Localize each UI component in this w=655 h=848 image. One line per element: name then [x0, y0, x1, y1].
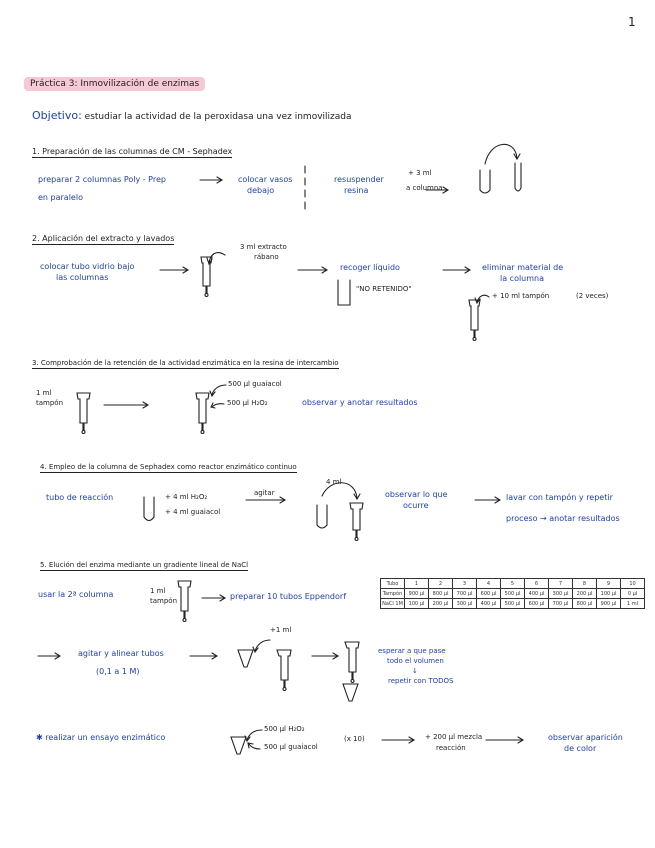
s5-use: usar la 2ª columna: [38, 590, 114, 599]
column-icon: [77, 393, 90, 430]
column-icon: [178, 581, 191, 618]
table-cell: 500 µl: [501, 589, 525, 599]
s5-assay-text: realizar un ensayo enzimático: [45, 733, 166, 742]
s5-mix-line2: reacción: [436, 744, 466, 752]
curved-arrow: [475, 295, 489, 303]
bullet-icon: ✱: [36, 733, 46, 742]
column-tip: [183, 619, 186, 622]
table-cell: 700 µl: [453, 589, 477, 599]
table-cell: 200 µl: [429, 599, 453, 609]
table-cell: 7: [549, 579, 573, 589]
tube-icon: [480, 170, 490, 193]
s5-buffer-line1: 1 ml: [150, 587, 166, 595]
table-cell: 4: [477, 579, 501, 589]
s2-retained: "NO RETENIDO": [356, 285, 412, 293]
arrow: [298, 267, 327, 273]
arrow: [202, 595, 225, 601]
table-cell: 8: [573, 579, 597, 589]
s1-step3-line2: resina: [344, 186, 369, 195]
s5-assay-add2: 500 µl guaiacol: [264, 743, 318, 751]
s4-process: proceso → anotar resultados: [506, 514, 620, 523]
tube-icon: [144, 497, 154, 521]
s5-shake-line1: agitar y alinear tubos: [78, 649, 164, 658]
column-icon: [196, 393, 209, 430]
column-tip: [201, 431, 204, 434]
column-tip: [205, 294, 208, 297]
s2-note-line2: rábano: [254, 253, 279, 261]
arrow: [200, 177, 222, 183]
table-cell: 800 µl: [429, 589, 453, 599]
arrow: [104, 402, 148, 408]
table-cell: 5: [501, 579, 525, 589]
arrow: [190, 653, 217, 659]
arrow: [38, 653, 60, 659]
s5-buffer-line2: tampón: [150, 597, 178, 605]
s5-result-line2: de color: [564, 744, 597, 753]
table-cell: 2: [429, 579, 453, 589]
table-cell: 10: [621, 579, 645, 589]
s4-wash: lavar con tampón y repetir: [506, 493, 613, 502]
table-cell: 700 µl: [549, 599, 573, 609]
curved-arrow: [485, 144, 520, 164]
s5-assay-add1: 500 µl H₂O₂: [264, 725, 305, 733]
table-cell: 9: [597, 579, 621, 589]
table-cell: 500 µl: [501, 599, 525, 609]
s2-note-line1: 3 ml extracto: [240, 243, 287, 251]
table-row: [381, 589, 645, 599]
arrow: [443, 267, 470, 273]
s2-step1-line1: colocar tubo vidrio bajo: [40, 262, 135, 271]
s2-step2: recoger líquido: [340, 263, 400, 272]
table-cell: 0 µl: [621, 589, 645, 599]
s5-prepare: preparar 10 tubos Eppendorf: [230, 592, 347, 601]
s3-observe: observar y anotar resultados: [302, 398, 418, 407]
table-cell: 900 µl: [597, 599, 621, 609]
table-cell: 300 µl: [453, 599, 477, 609]
s2-step1-line2: las columnas: [56, 273, 109, 282]
s3-add1: 500 µl guaiacol: [228, 380, 282, 388]
table-cell: 800 µl: [573, 599, 597, 609]
s3-buffer-line1: 1 ml: [36, 389, 52, 397]
s1-add-amount: + 3 ml: [408, 169, 432, 177]
title-highlight: Práctica 3: Inmovilización de enzimas: [24, 77, 205, 91]
s2-step3-line1: eliminar material de: [482, 263, 564, 272]
arrow: [160, 267, 188, 273]
s1-step1-line1: preparar 2 columnas Poly - Prep: [38, 175, 166, 184]
table-row: [381, 579, 645, 589]
curved-arrow: [248, 743, 260, 749]
table-cell: Tampón: [381, 589, 405, 599]
s4-shake: agitar: [254, 489, 275, 497]
eppendorf-icon: [238, 650, 253, 667]
eppendorf-icon: [231, 737, 246, 754]
tube-icon: [515, 163, 521, 191]
table-cell: 400 µl: [525, 589, 549, 599]
arrow: [312, 653, 338, 659]
s1-add-target: a columna: [406, 184, 443, 192]
curved-arrow: [245, 730, 262, 741]
s4-pour: 4 ml: [326, 478, 342, 486]
s5-plus: +1 ml: [270, 626, 292, 634]
s5-shake-line2: (0,1 a 1 M): [96, 667, 140, 676]
arrow: [246, 497, 285, 503]
table-cell: 100 µl: [597, 589, 621, 599]
section-2-heading: 2. Aplicación del extracto y lavados: [32, 234, 175, 243]
section-3-heading: 3. Comprobación de la retención de la actividad enzimática en la resina de intercambio: [32, 359, 339, 367]
s2-wash: + 10 ml tampón: [492, 292, 550, 300]
s5-wait-line2: todo el volumen: [387, 657, 444, 665]
section-4-heading: 4. Empleo de la columna de Sephadex como reactor enzimático continuo: [40, 463, 297, 471]
s4-tube: tubo de reacción: [46, 493, 114, 502]
curved-arrow: [207, 253, 225, 264]
arrow: [382, 737, 414, 743]
table-cell: 900 µl: [405, 589, 429, 599]
table-row: [381, 599, 645, 609]
table-cell: NaCl 1M: [382, 600, 403, 607]
s4-observe-line1: observar lo que: [385, 490, 448, 499]
page-title: [24, 80, 205, 89]
table-cell: 1: [405, 579, 429, 589]
arrow: [486, 737, 523, 743]
column-icon: [350, 503, 363, 537]
s1-step1-line2: en paralelo: [38, 193, 83, 202]
s4-add2: + 4 ml guaiacol: [165, 508, 221, 516]
objective-text: estudiar la actividad de la peroxidasa una vez inmovilizada: [84, 112, 352, 122]
s5-wait-arrow: ↓: [412, 667, 418, 675]
gradient-table: [380, 578, 645, 609]
objective: [32, 110, 352, 122]
column-tip: [351, 680, 354, 683]
column-tip: [82, 431, 85, 434]
table-cell: 6: [525, 579, 549, 589]
s4-add1: + 4 ml H₂O₂: [165, 493, 208, 501]
table-cell: 3: [453, 579, 477, 589]
s5-assay: [36, 734, 165, 742]
column-tip: [283, 688, 286, 691]
curved-arrow: [211, 403, 224, 408]
tube-icon: [317, 505, 327, 528]
glass-icon: [338, 280, 350, 305]
s5-result-line1: observar aparición: [548, 733, 623, 742]
table-cell: 600 µl: [477, 589, 501, 599]
column-tip: [473, 338, 476, 341]
s5-wait-line3: repetir con TODOS: [388, 677, 454, 685]
s5-wait-line1: esperar a que pase: [378, 647, 446, 655]
s1-step2-line1: colocar vasos: [238, 175, 293, 184]
s1-step2-line2: debajo: [247, 186, 275, 195]
s2-step3-line2: la columna: [500, 274, 545, 283]
table-cell: 300 µl: [549, 589, 573, 599]
s5-times: (x 10): [344, 735, 365, 743]
table-cell: Tubo: [381, 579, 405, 589]
table-cell: 600 µl: [525, 599, 549, 609]
curved-arrow: [253, 640, 270, 652]
objective-label: Objetivo:: [32, 109, 82, 122]
table-cell: 400 µl: [477, 599, 501, 609]
curved-arrow: [210, 385, 226, 396]
s2-wash-times: (2 veces): [576, 292, 609, 300]
s3-add2: 500 µl H₂O₂: [227, 399, 268, 407]
column-icon: [345, 642, 359, 679]
column-tip: [355, 538, 358, 541]
arrow: [475, 497, 500, 503]
s4-observe-line2: ocurre: [403, 501, 429, 510]
column-icon: [469, 300, 480, 337]
table-cell: 200 µl: [573, 589, 597, 599]
page-number: 1: [628, 15, 636, 29]
eppendorf-icon: [343, 684, 358, 701]
s3-buffer-line2: tampón: [36, 399, 64, 407]
s5-mix-line1: + 200 µl mezcla: [425, 733, 483, 741]
table-cell: 100 µl: [405, 599, 429, 609]
section-5-heading: 5. Elución del enzima mediante un gradiente lineal de NaCl: [40, 561, 249, 569]
s1-step3-line1: resuspender: [334, 175, 384, 184]
table-cell: 1 ml: [621, 599, 645, 609]
section-1-heading: 1. Preparación de las columnas de CM - Sephadex: [32, 147, 233, 156]
column-icon: [277, 650, 291, 687]
